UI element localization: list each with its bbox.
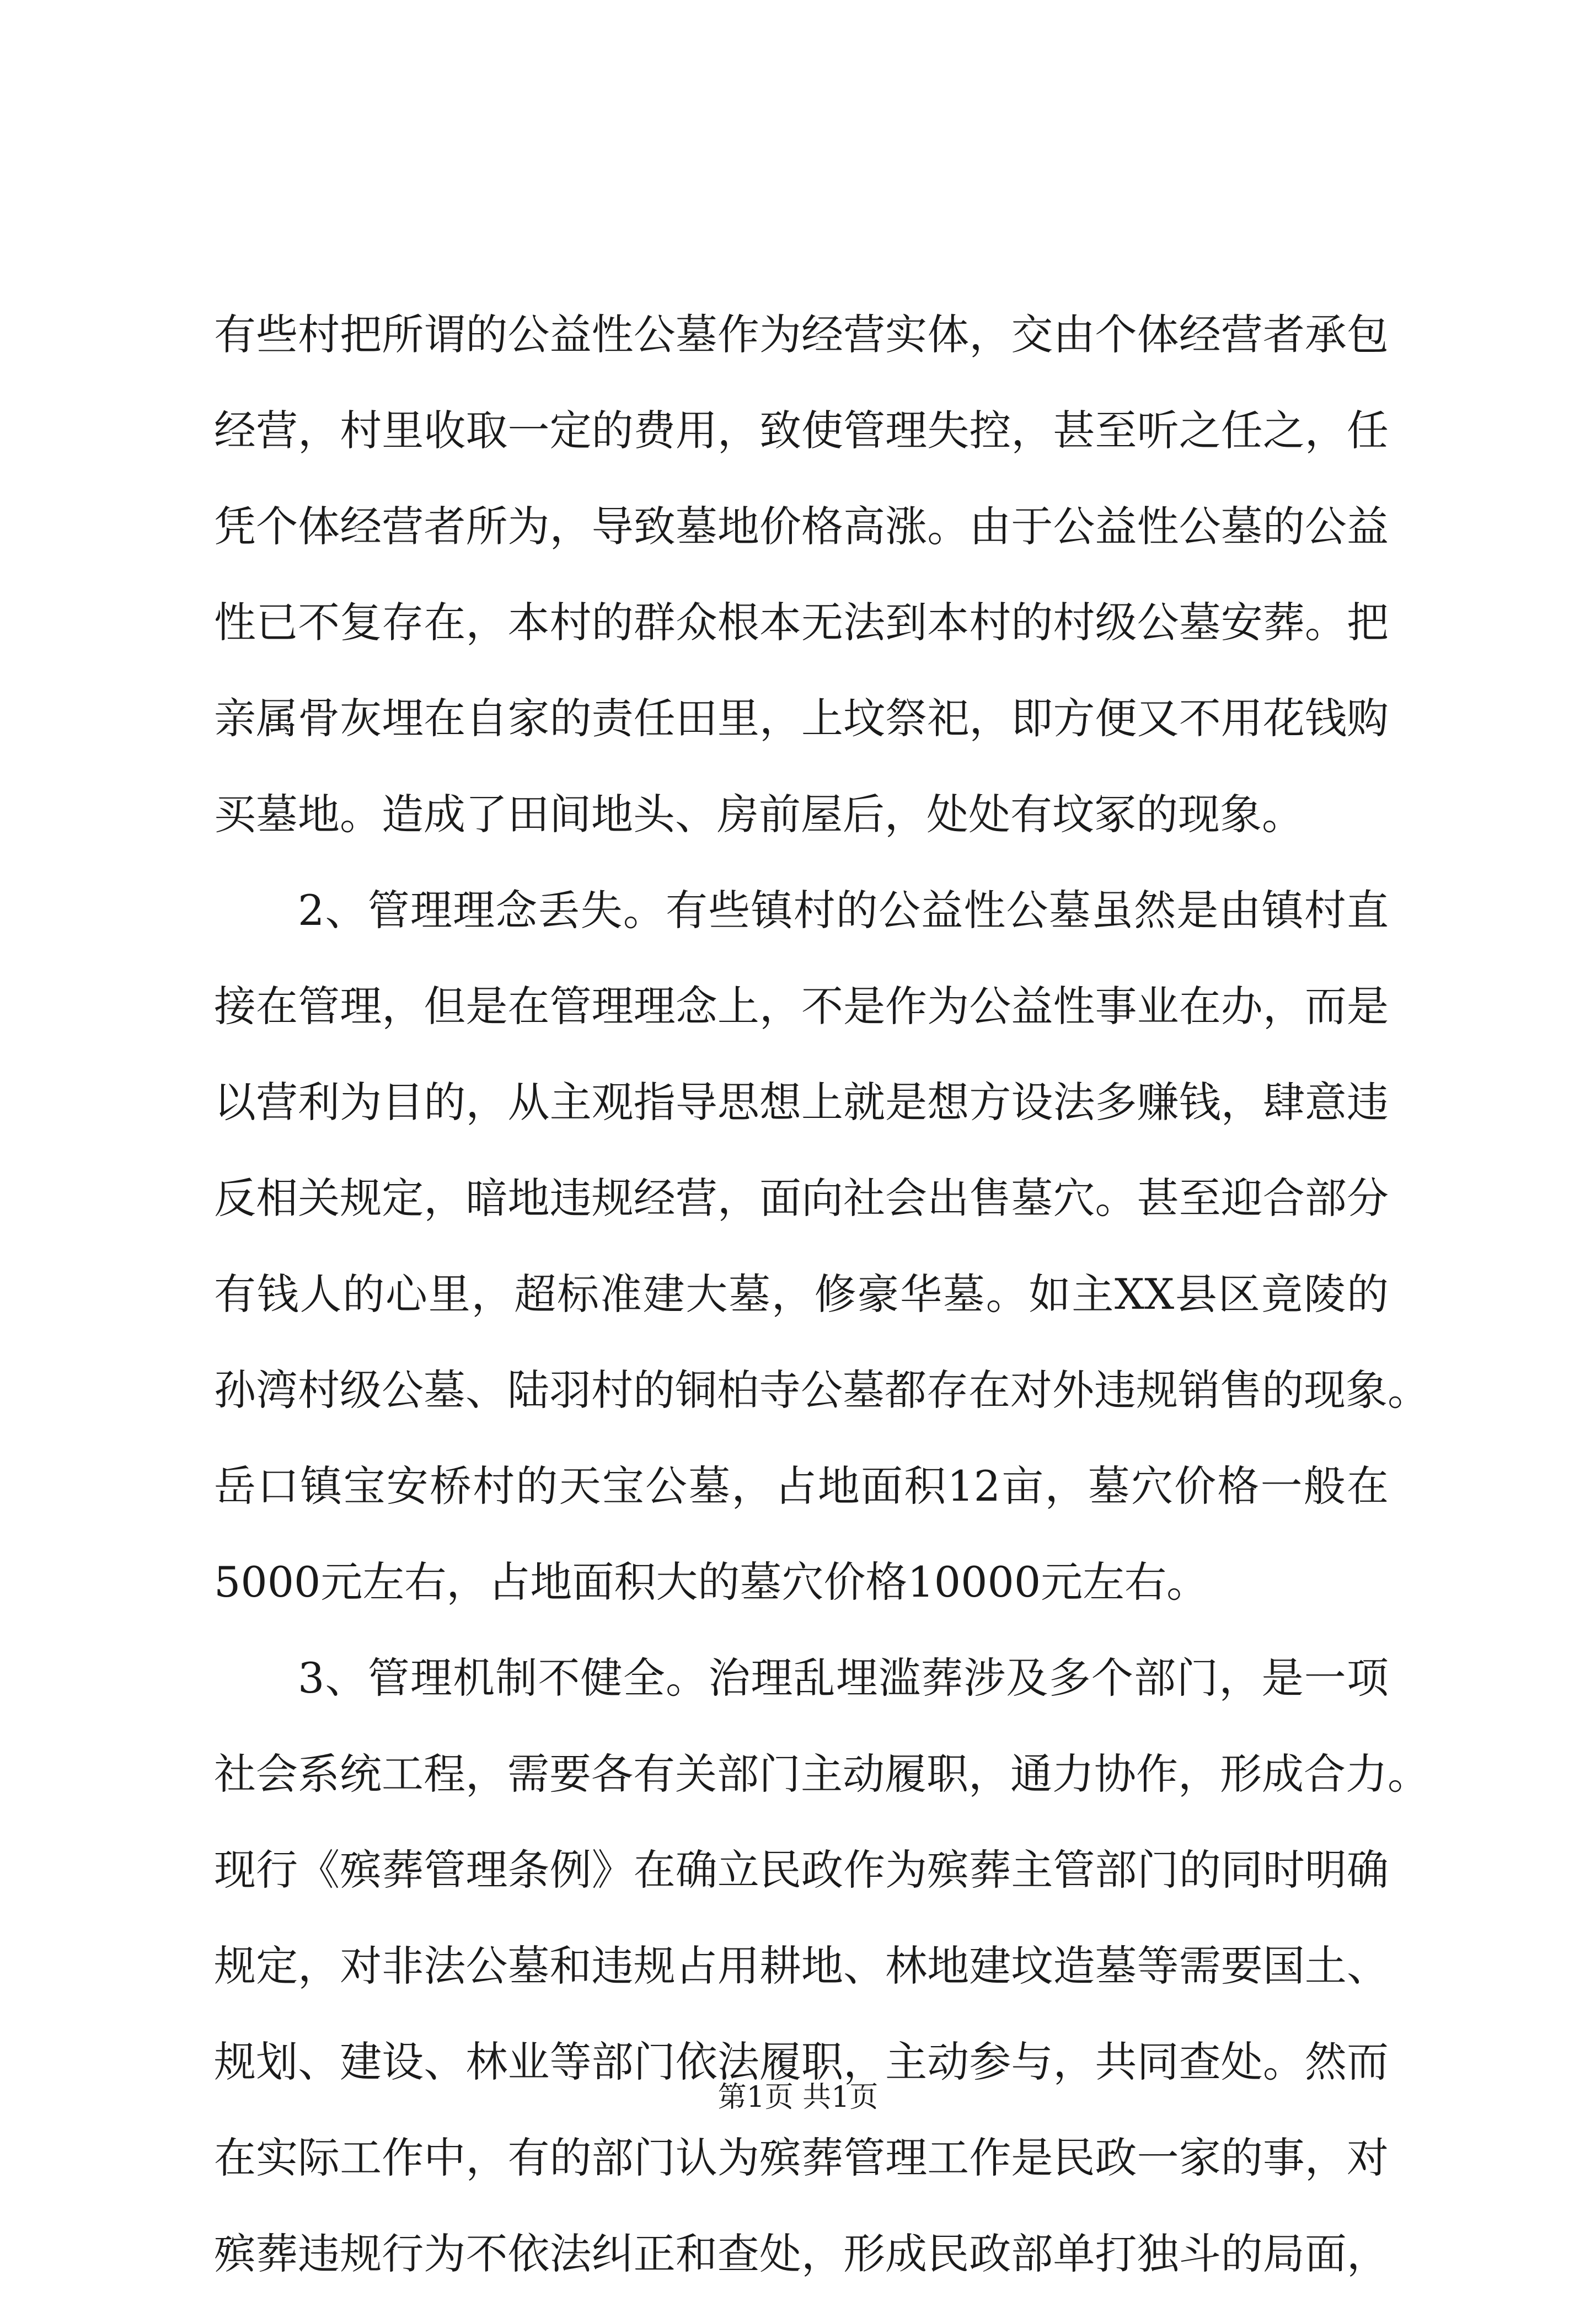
body-line: 以营利为目的，从主观指导思想上就是想方设法多赚钱，肆意违 xyxy=(214,1078,1389,1127)
body-line: 规划、建设、林业等部门依法履职，主动参与，共同查处。然而 xyxy=(214,2037,1389,2086)
body-line: 性已不复存在，本村的群众根本无法到本村的村级公墓安葬。把 xyxy=(214,598,1389,647)
body-line: 社会系统工程，需要各有关部门主动履职，通力协作，形成合力。 xyxy=(214,1749,1429,1798)
body-line: 接在管理，但是在管理理念上，不是作为公益性事业在办，而是 xyxy=(214,982,1389,1031)
body-line: 规定，对非法公墓和违规占用耕地、林地建坟造墓等需要国土、 xyxy=(214,1941,1389,1990)
body-line: 亲属骨灰埋在自家的责任田里，上坟祭祀，即方便又不用花钱购 xyxy=(214,694,1389,743)
body-line: 买墓地。造成了田间地头、房前屋后，处处有坟冢的现象。 xyxy=(214,790,1304,839)
body-line: 有些村把所谓的公益性公墓作为经营实体，交由个体经营者承包 xyxy=(214,310,1389,359)
document-body xyxy=(214,287,1429,2302)
body-line: 殡葬违规行为不依法纠正和查处，形成民政部单打独斗的局面， xyxy=(214,2229,1389,2278)
body-line: 5000元左右，占地面积大的墓穴价格10000元左右。 xyxy=(214,1557,1209,1607)
body-line: 孙湾村级公墓、陆羽村的铜柏寺公墓都存在对外违规销售的现象。 xyxy=(214,1366,1429,1415)
body-line: 经营，村里收取一定的费用，致使管理失控，甚至听之任之，任 xyxy=(214,406,1389,455)
body-line: 在实际工作中，有的部门认为殡葬管理工作是民政一家的事，对 xyxy=(214,2133,1389,2182)
body-line: 反相关规定，暗地违规经营，面向社会出售墓穴。甚至迎合部分 xyxy=(214,1174,1389,1223)
body-line: 凭个体经营者所为，导致墓地价格高涨。由于公益性公墓的公益 xyxy=(214,502,1389,551)
body-line: 岳口镇宝安桥村的天宝公墓，占地面积12亩，墓穴价格一般在 xyxy=(214,1461,1389,1511)
paragraph-heading-line: 3、管理机制不健全。治理乱埋滥葬涉及多个部门，是一项 xyxy=(298,1653,1389,1703)
page-number-footer: 第1页 共1页 xyxy=(717,2081,879,2114)
body-line: 有钱人的心里，超标准建大墓，修豪华墓。如主XX县区竟陵的 xyxy=(214,1270,1389,1319)
body-line: 现行《殡葬管理条例》在确立民政作为殡葬主管部门的同时明确 xyxy=(214,1845,1389,1894)
paragraph-heading-line: 2、管理理念丢失。有些镇村的公益性公墓虽然是由镇村直 xyxy=(298,886,1389,935)
